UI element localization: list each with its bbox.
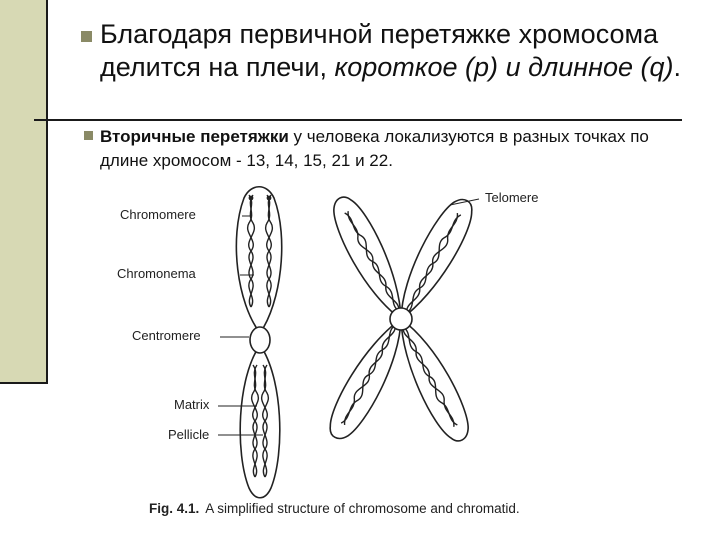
label-leader-lines (218, 199, 479, 435)
right-chromatid (322, 191, 481, 447)
label-matrix: Matrix (174, 397, 210, 412)
bullet-square-icon (81, 31, 92, 42)
title-italic-long-arm: и длинное (q) (505, 52, 674, 82)
chromosome-figure (97, 183, 608, 524)
side-horizontal-rule (0, 382, 48, 384)
figure-caption (149, 501, 520, 516)
sub-text-rest: у человека локализуются в разных точках по длине хромосом - 13, 14, 15, 21 и 22. (100, 127, 649, 170)
left-chromosome (236, 187, 281, 498)
slide-bullet-text (100, 125, 690, 173)
label-centromere: Centromere (132, 328, 201, 343)
title-text-1: Благодаря первичной перетяжке хромосома делится на плечи, (100, 19, 659, 82)
bullet-square-icon (84, 131, 93, 140)
side-decor-band (0, 0, 46, 382)
label-chromonema: Chromonema (117, 266, 196, 281)
chromosome-illustration (97, 183, 608, 524)
label-chromomere: Chromomere (120, 207, 196, 222)
title-underline-rule (34, 119, 682, 121)
sub-bold-term: Вторичные перетяжки (100, 127, 289, 146)
caption-text: A simplified structure of chromosome and chromatid. (205, 501, 520, 516)
title-text-3: . (673, 52, 682, 82)
slide-title (100, 18, 700, 84)
caption-figure-number: Fig. 4.1. (149, 501, 200, 516)
title-italic-short-arm: короткое (p) (334, 52, 499, 82)
title-text-2 (498, 52, 506, 82)
label-pellicle: Pellicle (168, 427, 210, 442)
label-telomere: Telomere (485, 190, 539, 205)
side-vertical-rule (46, 0, 48, 384)
